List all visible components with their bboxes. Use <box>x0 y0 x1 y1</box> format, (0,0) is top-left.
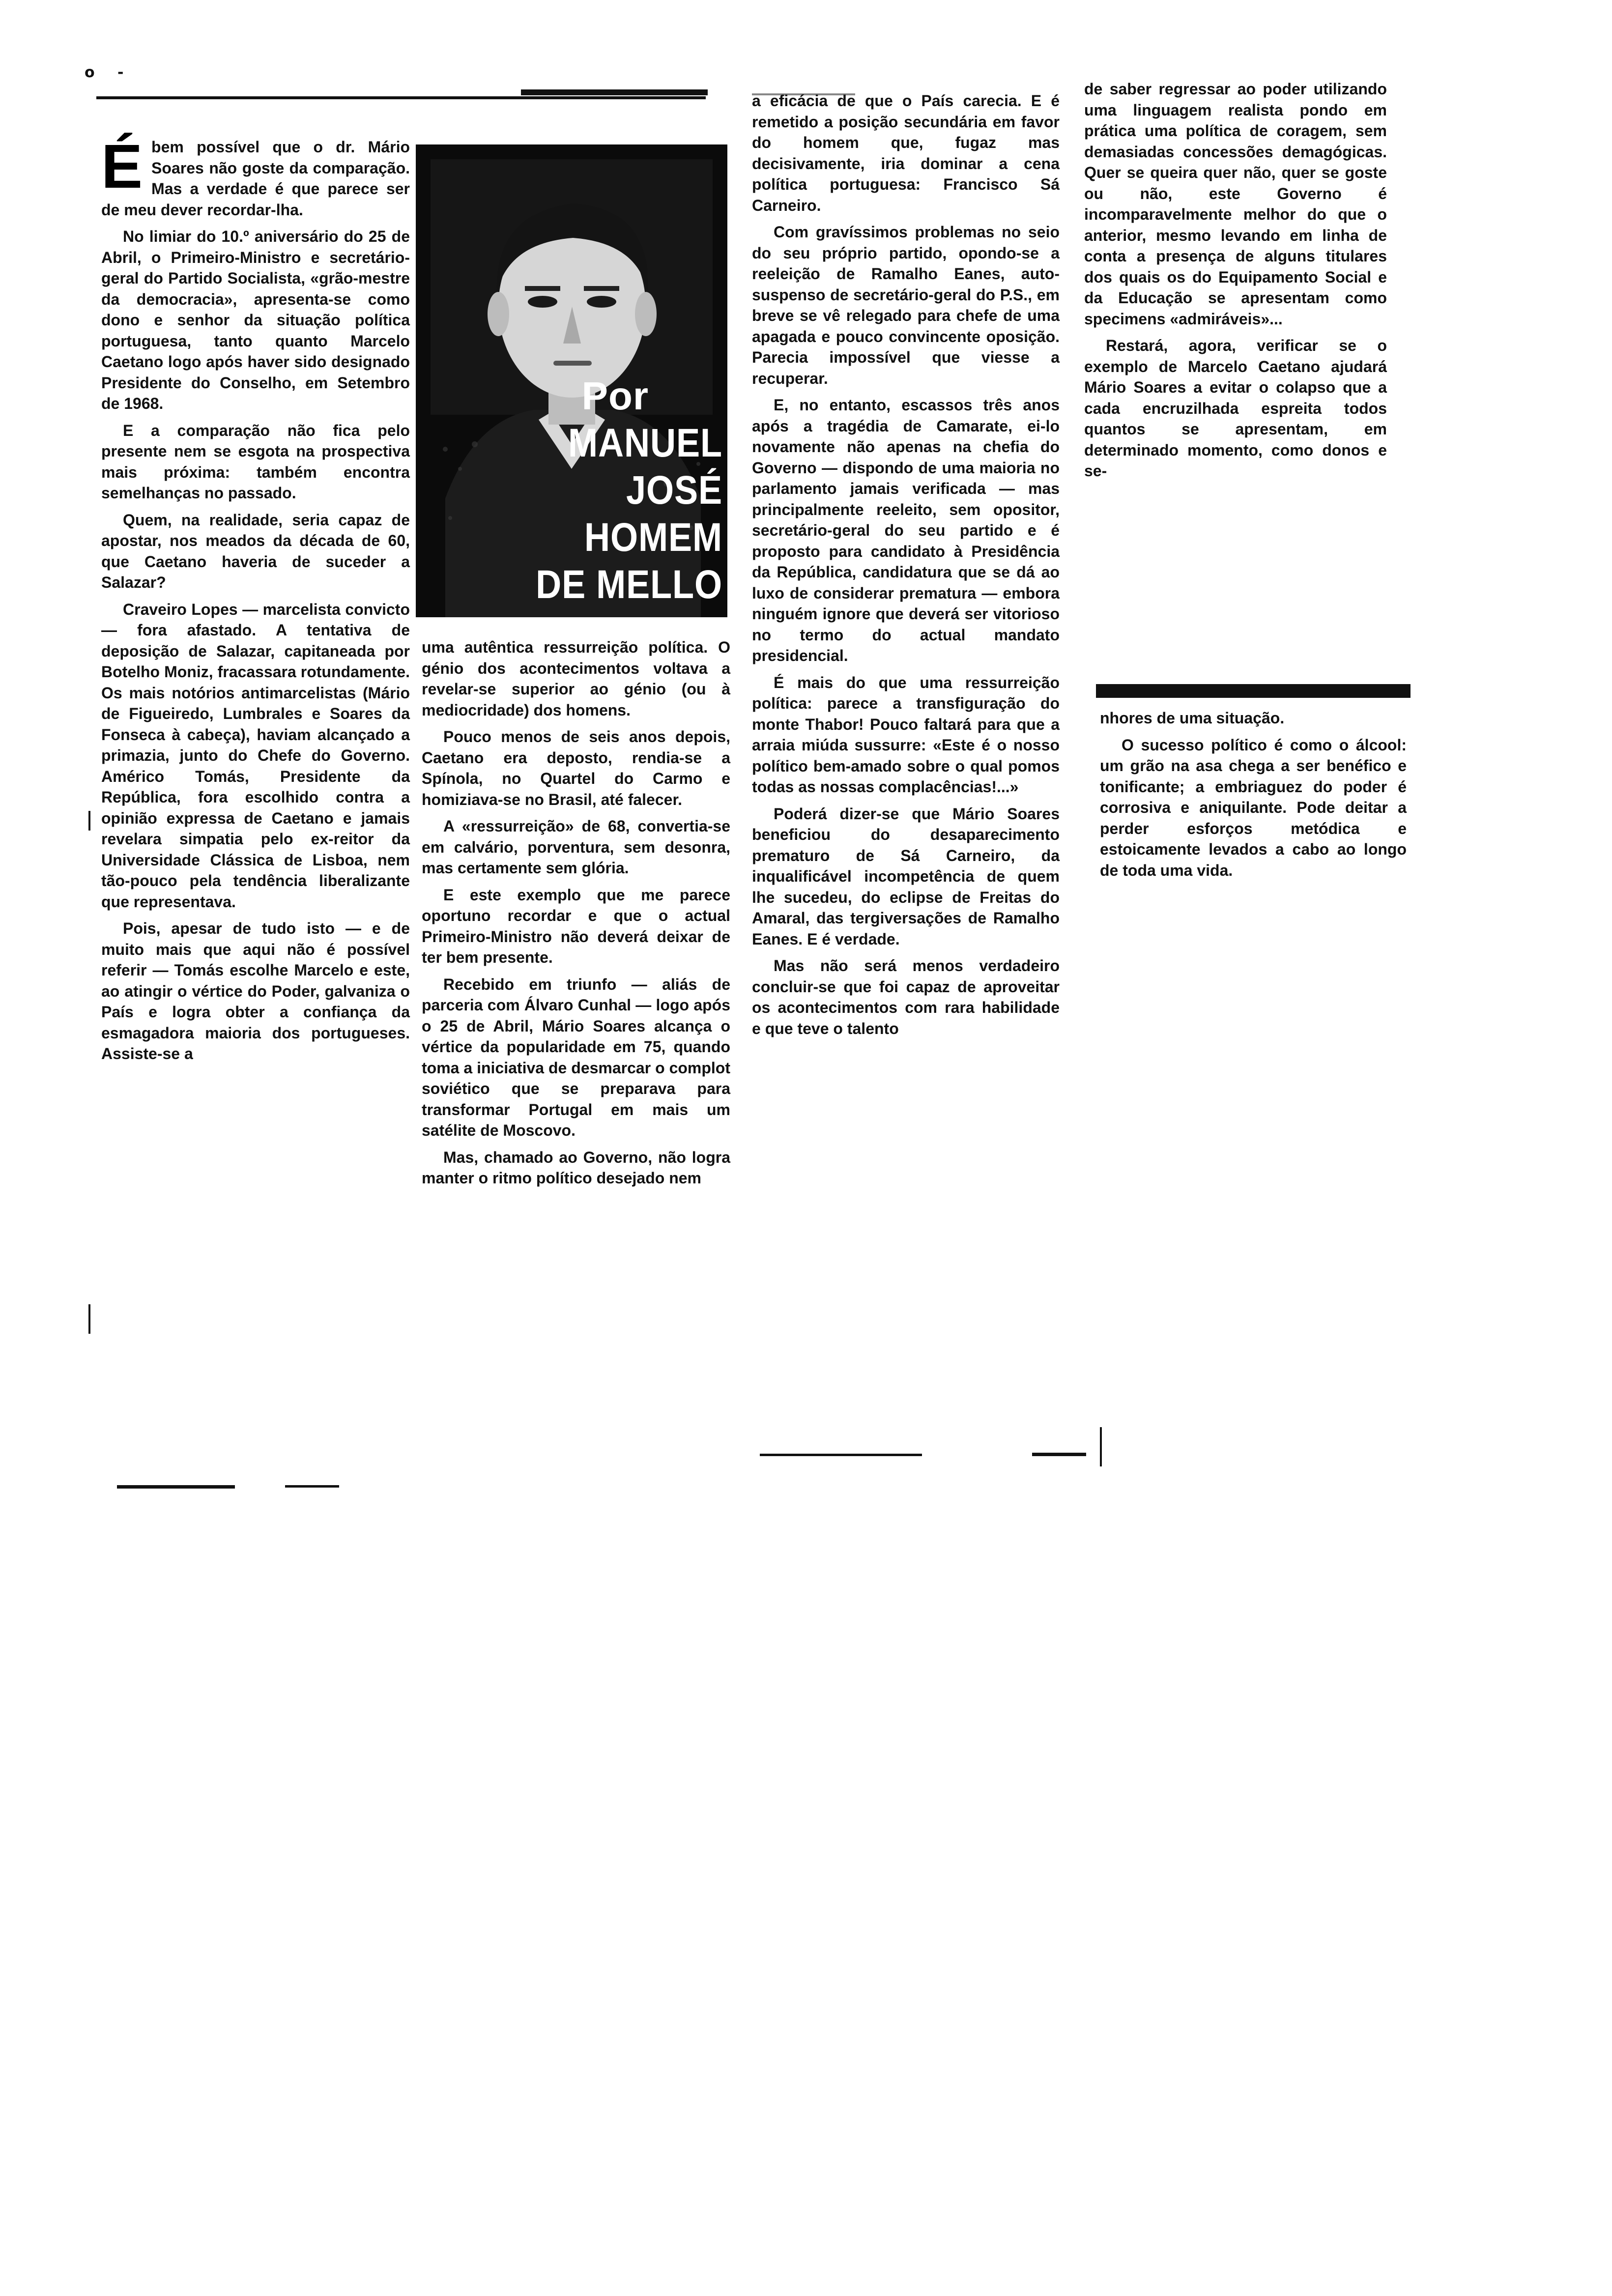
paragraph: E, no entanto, escassos três anos após a tragédia de Camarate, ei-lo novamente não apenas na chefia do Governo — dispondo de uma maioria no parlamento jamais verificada — mas principalmente reeleito, sem opositor, secretário-geral do seu partido e é proposto para candidato à Presidência da República, candidatura que se dá ao luxo de considerar prematura — embora ninguém ignore que deverá ser vitorioso no termo do actual mandato presidencial. <box>752 396 1060 664</box>
paragraph: E este exemplo que me parece oportuno recordar e que o actual Primeiro-Ministro não deverá deixar de ter bem presente. <box>422 886 730 966</box>
byline-name-line-3: DE MELLO <box>536 562 722 607</box>
paragraph: Poderá dizer-se que Mário Soares beneficiou do desaparecimento prematuro de Sá Carneiro, da inqualificável incompetência de quem lhe sucedeu, do eclipse de Freitas do Amaral, das tergiversações de Ramalho Eanes. E é verdade. <box>752 804 1060 948</box>
dropcap: É <box>101 132 143 201</box>
paragraph: Pois, apesar de tudo isto — e de muito mais que aqui não é possível referir — Tomás escolhe Marcelo e este, ao atingir o vértice do Poder, galvaniza o País e logra obter a confiança da esmagadora maioria dos portugueses. Assiste-se a <box>101 919 410 1062</box>
byline <box>447 373 722 608</box>
byline-prefix: Por <box>581 374 649 418</box>
paragraph: uma autêntica ressurreição política. O génio dos acontecimentos voltava a revelar-se superior ao génio (ou à mediocridade) dos homens. <box>422 638 730 719</box>
bottom-rule-col-1 <box>117 1485 235 1489</box>
margin-tick-left-2 <box>88 1304 90 1334</box>
paragraph: Mas não será menos verdadeiro concluir-se que foi capaz de aproveitar os acontecimentos com rara habilidade e que teve o talento <box>752 957 1060 1037</box>
paragraph: Craveiro Lopes — marcelista convicto — fora afastado. A tentativa de deposição de Salazar, capitaneada por Botelho Moniz, fracassara rotundamente. Os mais notórios antimarcelistas (Mário de Figueiredo, Lumbrales e Soares da Fonseca à cabeça), haviam alcançado a primazia, junto do Chefe do Governo. Américo Tomás, Presidente da República, fora escolhido contra a opinião expressa de Caetano e jamais revelara simpatia pelo ex-reitor da Universidade Clássica de Lisboa, nem tão-pouco pela tendência liberalizante que representava. <box>101 600 410 911</box>
paragraph: Mas, chamado ao Governo, não logra manter o ritmo político desejado nem <box>422 1148 730 1187</box>
corner-mark: o - <box>85 64 133 81</box>
margin-tick-right <box>1100 1427 1102 1466</box>
article-column-4-continued <box>1100 708 1407 881</box>
column-4-separator <box>1096 684 1410 698</box>
paragraph: E a comparação não fica pelo presente nem se esgota na prospectiva mais próxima: também encontra semelhanças no passado. <box>101 421 410 502</box>
paragraph: A «ressurreição» de 68, convertia-se em calvário, porventura, sem desonra, mas certamente sem glória. <box>422 817 730 877</box>
article-column-3 <box>752 90 1060 1039</box>
paragraph: bem possível que o dr. Mário Soares não goste da comparação. Mas a verdade é que parece ser de meu dever recordar-lha. <box>101 138 410 219</box>
paragraph: É mais do que uma ressurreição política: parece a transfiguração do monte Thabor! Pouco faltará para que a arraia miúda sussurre: «Este é o nosso político bem-amado sobre o qual pomos todas as nossas complacências!...» <box>752 673 1060 796</box>
author-photo-byline <box>416 144 727 617</box>
bottom-rule-col-3 <box>760 1454 922 1456</box>
article-column-2 <box>422 637 730 1189</box>
paragraph: O sucesso político é como o álcool: um grão na asa chega a ser benéfico e tonificante; a embriaguez do poder é corrosiva e aniquilante. Pode deitar a perder esforços metódica e estoicamente levados a cabo ao longo de toda uma vida. <box>1100 736 1407 879</box>
paragraph: No limiar do 10.º aniversário do 25 de Abril, o Primeiro-Ministro e secretário-geral do Partido Socialista, «grão-mestre da democracia», apresenta-se como dono e senhor da situação política portuguesa, tanto quanto Marcelo Caetano logo após haver sido designado Presidente do Conselho, em Setembro de 1968. <box>101 228 410 412</box>
byline-name-line-2: HOMEM <box>584 515 722 560</box>
margin-tick-left <box>88 811 90 831</box>
article-column-1 <box>101 132 410 1064</box>
paragraph: Restará, agora, verificar se o exemplo de Marcelo Caetano ajudará Mário Soares a evitar o colapso que a cada encruzilhada espreita todos quantos se apresentam, em determinado momento, como donos e se- <box>1084 337 1387 480</box>
paragraph: Recebido em triunfo — aliás de parceria com Álvaro Cunhal — logo após o 25 de Abril, Mário Soares alcança o vértice da popularidade em 75, quando toma a iniciativa de desmarcar o complot soviético que se preparava para transformar Portugal em mais um satélite de Moscovo. <box>422 975 730 1139</box>
article-column-4 <box>1084 79 1387 482</box>
paragraph: Com gravíssimos problemas no seio do seu próprio partido, opondo-se a reeleição de Ramalho Eanes, auto-suspenso de secretário-geral do P.S., em breve se vê relegado para chefe de uma apagada e pouco convincente oposição. Parecia impossível que viesse a recuperar. <box>752 223 1060 387</box>
paragraph: Pouco menos de seis anos depois, Caetano era deposto, rendia-se a Spínola, no Quartel do Carmo e homiziava-se no Brasil, até falecer. <box>422 728 730 808</box>
paragraph: a eficácia de que o País carecia. E é remetido a posição secundária em favor do homem que, fugaz mas decisivamente, iria dominar a cena política portuguesa: Francisco Sá Carneiro. <box>752 92 1060 214</box>
byline-name-line-1: MANUEL JOSÉ <box>568 421 722 513</box>
bottom-rule-col-1b <box>285 1485 339 1488</box>
paragraph: de saber regressar ao poder utilizando uma linguagem realista pondo em prática uma política de coragem, sem demasiadas concessões demagógicas. Quer se queira quer não, quer se goste ou não, este Governo é incomparavelmente melhor do que o anterior, mesmo levando em linha de conta a presença de alguns titulares dos quais os do Equipamento Social e da Educação se apresentam como specimens «admiráveis»... <box>1084 80 1387 328</box>
paragraph: Quem, na realidade, seria capaz de apostar, nos meados da década de 60, que Caetano haveria de suceder a Salazar? <box>101 511 410 591</box>
paragraph: nhores de uma situação. <box>1100 709 1285 727</box>
top-rule-left <box>96 96 706 99</box>
bottom-rule-col-3b <box>1032 1453 1086 1456</box>
top-rule-left-thick <box>521 89 708 95</box>
